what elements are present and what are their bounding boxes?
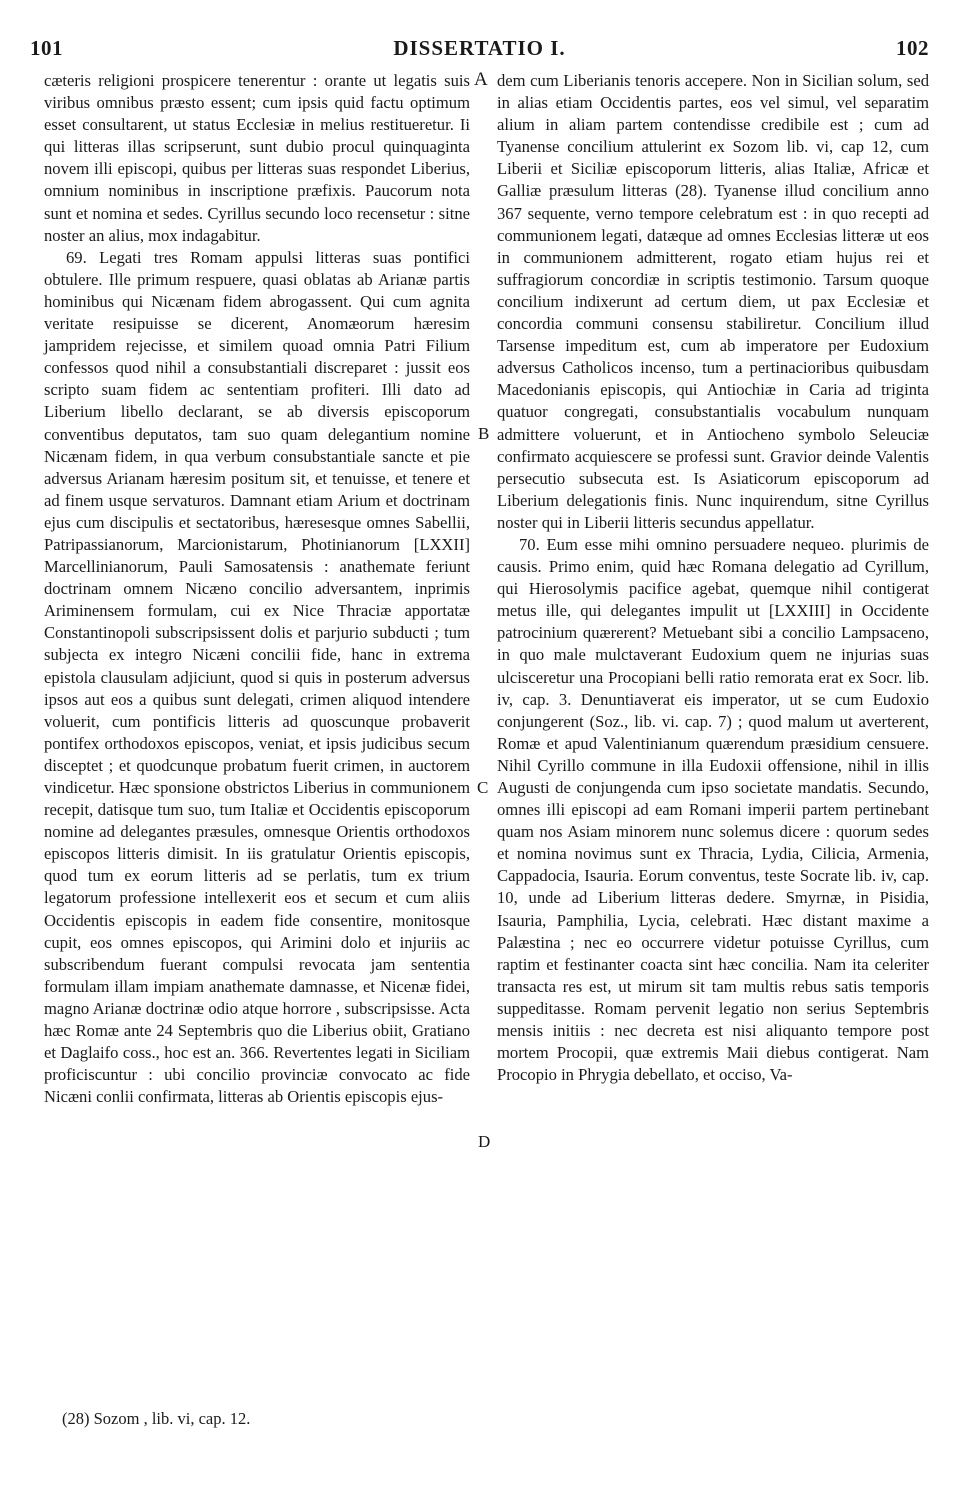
left-page-number: 101 [30, 36, 63, 60]
margin-letter-b: B [478, 424, 490, 443]
paragraph-continued: cæteris religioni prospicere tenerentur : orante ut legatis suis viribus omnibus præsto essent; cum ipsis quid factu optimum esset consultarent, ut status Ecclesiæ in melius restitueretur. Ii qui litteras illas scripserunt, sunt dubio procul quinquaginta novem illi episcopi, quibus per litteras suas respondet Liberius, omnium nominibus in inscriptione præfixis. Paucorum nota sunt et nomina et sedes. Cyrillus secundo loco recensetur : sitne noster an alius, mox indagabitur. [44, 71, 470, 245]
right-column [497, 70, 929, 1086]
right-page-number: 102 [896, 36, 929, 60]
margin-letter-c: C [477, 778, 489, 797]
paragraph-69: 69. Legati tres Romam appulsi litteras suas pontifici obtulere. Ille primum respuere, quasi oblatas ab Arianæ partis hominibus qui Nicænam fidem abrogassent. Qui cum agnita veritate resipuisse se dicerent, Anomæorum hæresim jampridem rejecisse, et similem quoad omnia Patri Filium confessos quod nihil a consubstantiali discreparet : jussit eos scripto suam fidem ac sententiam profiteri. Illi dato ad Liberium libello declarant, se ab diversis episcoporum conventibus deputatos, tam suo quam delegantium nomine Nicænam fidem, in qua verbum consubstantiale sancte et pie adversus Arianam hæresim positum sit, et tenuisse, et tenere et ad finem usque servaturos. Damnant etiam Arium et doctrinam ejus cum discipulis et sectatoribus, hæresesque omnes Sabellii, Patripassianorum, Marcionistarum, Photinianorum [LXXII] Marcellinianorum, Pauli Samosatensis : anathemate feriunt doctrinam omnem Nicæno concilio adversantem, inprimis Ariminensem formulam, cui ex Nice Thraciæ apportatæ Constantinopoli subscripsissent dolis et parjurio subducti ; tum subjecta ex integro Nicæni concilii fide, hanc in extrema epistola clausulam adjiciunt, quod si quis in posterum adversus ipsos aut eos a quibus sunt delegati, crimen aliquod intendere voluerit, cum pontificis litteris ad quoscunque probaverit pontifex orthodoxos episcopos, veniat, et ipsis judicibus secum disceptet ; et quodcunque probatum fuerit crimen, in auctorem vindicetur. Hæc sponsione obstrictos Liberius in communionem recepit, datisque tum suo, tum Italiæ et Occidentis episcoporum nomine ad delegantes præsules, omnesque Orientis orthodoxos episcopos litteris dimisit. In iis gratulatur Orientis episcopis, quod tum ex eorum litteris ad se perlatis, tum ex trium legatorum professione intellexerit eos et secum et cum aliis Occidentis episcopis in eadem fide consentire, monitosque cupit, eos omnes episcopos, qui Arimini dolo et injuriis ac subscribendum fuerant compulsi revocata jam sententia formulam illam impiam anathemate damnasse, et Nicenæ fidei, magno Arianæ doctrinæ odio atque horrore , subscripsisse. Acta hæc Romæ ante 24 Septembris quo die Liberius obiit, Gratiano et Daglaifo coss., hoc est an. 366. Revertentes legati in Siciliam proficiscuntur : ubi concilio provinciæ convocato ac fide Nicæni conlii confirmata, litteras ab Orientis episcopis ejus- [44, 247, 470, 1107]
running-header [30, 36, 929, 64]
margin-letter-d: D [478, 1132, 491, 1151]
paragraph-70: 70. Eum esse mihi omnino persuadere nequeo. plurimis de causis. Primo enim, quid hæc Romana delegatio ad Cyrillum, qui Hierosolymis pacifice agebat, quemque nihil contigerat metus ille, qui delegantes impulit ut [LXXIII] in Occidente patrocinium quærerent? Metuebant sibi a concilio Lampsaceno, in quo male mulctaverant Eudoxium quem ne injurias suas ulcisceretur una Procopiani belli ratio remorata erat ex Socr. lib. iv, cap. 3. Denuntiaverat eis imperator, ut se cum Eudoxio conjungerent (Soz., lib. vi. cap. 7) ; quod malum ut averterent, Romæ et apud Valentinianum quærendum præsidium censuere. Nihil Cyrillo commune in illa Eudoxii offensione, nihil in illis Augusti de conjungenda cum ipso societate mandatis. Secundo, omnes illi episcopi ad eam Romani imperii partem pertinebant quam nos Asiam minorem nunc solemus dicere : quorum sedes et nomina novimus sunt ex Thracia, Lydia, Cilicia, Armenia, Cappadocia, Isauria. Eorum conventus, teste Socrate lib. iv, cap. 10, unde ad Liberium litteras dedere. Smyrnæ, in Pisidia, Isauria, Pamphilia, Lycia, celebrati. Hæc distant maxime a Palæstina ; nec eo occurrere videtur potuisse Cyrillus, cum raptim et festinanter coacta sint hæc concilia. Nam ita celeriter transacta res est, ut mirum sit tam multis rebus satis temporis suppeditasse. Romam pervenit legatio non serius Septembris mensis initiis : nec decreta est nisi aliquanto tempore post mortem Procopii, quæ extremis Maii diebus contigerat. Nam Procopio in Phrygia debellato, et occiso, Va- [497, 534, 929, 1085]
running-title: DISSERTATIO I. [393, 36, 566, 60]
margin-letter-a: A [474, 69, 488, 90]
left-column [44, 70, 470, 1108]
paragraph-continued-right: dem cum Liberianis tenoris accepere. Non in Sicilian solum, sed in alias etiam Occidentis partes, eos vel simul, vel separatim alium in aliam partem contendisse credibile est ; cum ad Tyanense concilium attulerint ex Sozom lib. vi, cap 12, cum Liberii et Siciliæ episcoporum litteris, alias Italiæ, Africæ et Galliæ præsulum litteras (28). Tyanense illud concilium anno 367 sequente, verno tempore celebratum est : in quo recepti ad communionem legati, datæque ad omnes Ecclesias litteræ ut eos in communionem admitterent, rogato etiam hujus rei et suffragiorum concordiæ in scriptis testimonio. Tarsum quoque concilium indixerunt ad certum diem, ut pax Ecclesiæ et concordia communi consensu stabiliretur. Concilium illud Tarsense impeditum est, cum ab imperatore per Eudoxium adversus Catholicos incenso, tum a pertinacioribus quibusdam Macedonianis episcopis, qui Antiochiæ in Caria ad triginta quatuor congregati, consubstantialis vocabulum nunquam admittere voluerunt, et in Antiocheno symbolo Seleuciæ confirmato acquiescere se professi sunt. Gravior deinde Valentis persecutio subsecuta est. Is Asiaticorum episcoporum ad Liberium delegationis finis. Nunc inquirendum, sitne Cyrillus noster qui in Liberii litteris secundus appellatur. [497, 71, 929, 532]
footnote: (28) Sozom , lib. vi, cap. 12. [62, 1409, 251, 1428]
